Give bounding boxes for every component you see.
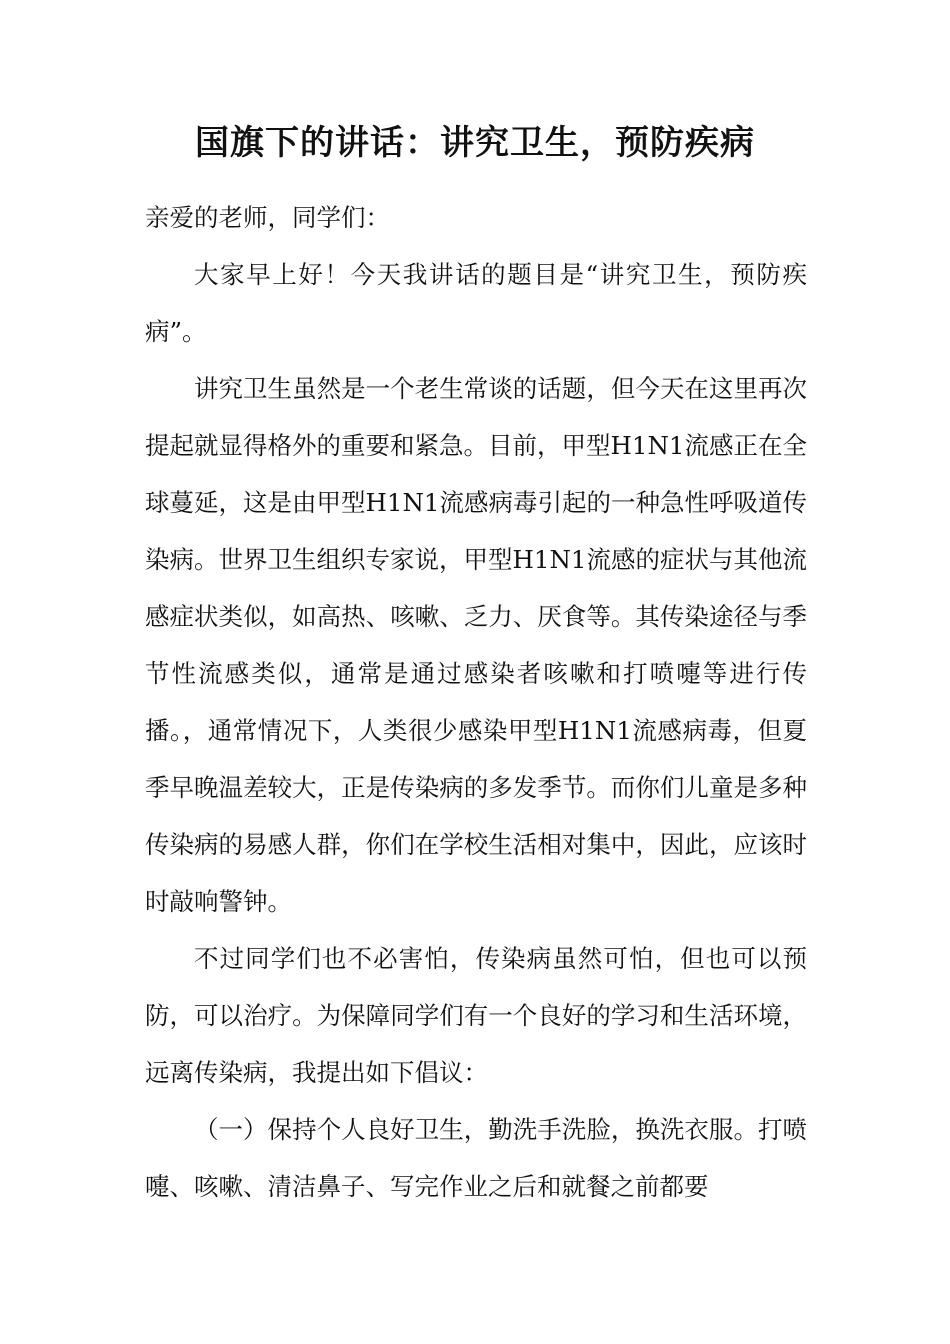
document-title: 国旗下的讲话：讲究卫生，预防疾病	[195, 123, 755, 163]
paragraph-proposal-1: （一）保持个人良好卫生，勤洗手洗脸，换洗衣服。打喷嚏、咳嗽、清洁鼻子、写完作业之后和就餐之前都要	[145, 1115, 807, 1201]
paragraph-background: 讲究卫生虽然是一个老生常谈的话题，但今天在这里再次提起就显得格外的重要和紧急。目前，甲型H1N1流感正在全球蔓延，这是由甲型H1N1流感病毒引起的一种急性呼吸道传染病。世界卫生组织专家说，甲型H1N1流感的症状与其他流感症状类似，如高热、咳嗽、乏力、厌食等。其传染途径与季节性流感类似，通常是通过感染者咳嗽和打喷嚏等进行传播。，通常情况下，人类很少感染甲型H1N1流感病毒，但夏季早晚温差较大，正是传染病的多发季节。而你们儿童是多种传染病的易感人群，你们在学校生活相对集中，因此，应该时时敲响警钟。	[145, 374, 807, 916]
paragraph-greeting: 大家早上好！今天我讲话的题目是“讲究卫生，预防疾病”。	[145, 260, 807, 346]
document-body	[145, 189, 807, 1215]
salutation: 亲爱的老师，同学们：	[145, 203, 390, 232]
paragraph-proposal-intro: 不过同学们也不必害怕，传染病虽然可怕，但也可以预防，可以治疗。为保障同学们有一个良好的学习和生活环境，远离传染病，我提出如下倡议：	[145, 944, 807, 1087]
